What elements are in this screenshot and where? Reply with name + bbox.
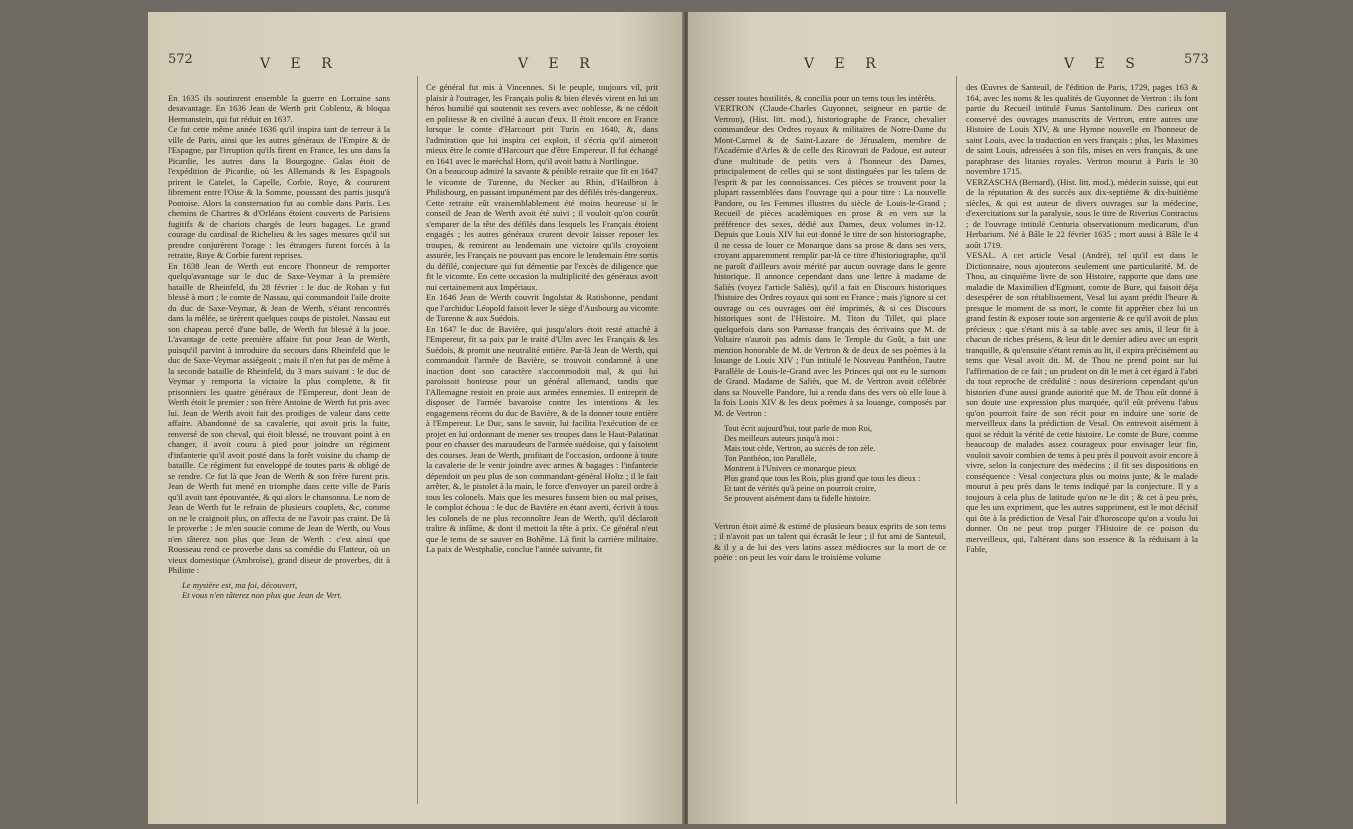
column-rule xyxy=(417,76,418,804)
running-head: V E R xyxy=(804,56,884,72)
text-column xyxy=(168,82,390,611)
page-number-left: 572 xyxy=(168,52,193,67)
running-head: V E S xyxy=(1064,56,1143,72)
column-text: cesser toutes hostilités, & concilia pour un tems tous les intérêts. VERTRON (Claude-Charles Guyonnet, seigneur en partie de Vertron), (Hist. litt. mod.), historiographe de France, chevalier commandeur des Ordres royaux & militaires de Notre-Dame du Mont-Carmel & de Saint-Lazare de Jérusalem, membre de l'Académie d'Arles & de celle des Ricovrati de Padoue, est auteur d'une multitude de petits vers à l'honneur des Dames, principalement de celles qui se sont distinguées par les talens de l'esprit & par les connoissances. Ces pièces se trouvent pour la plupart rassemblées dans l'ouvrage qui a pour titre : La nouvelle Pandore, ou les Femmes illustres du siècle de Louis-le-Grand ; Recueil de pièces académiques en prose & en vers sur la préférence des sexes, dédié aux Dames, deux volumes in-12. Depuis que Louis XIV lui eut donné le titre de son historiographe, il ne cessa de louer ce Monarque dans sa prose & dans ses vers, croyant apparemment remplir par-là ce titre d'historiographe, qu'il ne paroît d'ailleurs avoir mérité par aucun ouvrage dans le genre historique. Il annonce cependant dans une lettre à madame de Saliès (voyez l'article Saliès), qu'il a fait en Discours historiques l'histoire des Ordres royaux qui sont en France ; mais j'ignore si cet ouvrage ou ces ouvrages ont été imprimés, & si ces Discours historiques sont de l'Histoire. M. Titon du Tillet, qui place quelquefois dans son Parnasse français des écrivains que M. de Voltaire n'auroit pas admis dans le Temple du Goût, a fait une mention honorable de M. de Vertron & de deux de ses poèmes à la louange de Louis XIV ; l'un intitulé le Nouveau Panthéon, l'autre Parallèle de Louis-le-Grand avec les Princes qui ont eu le surnom de Grand. Madame de Saliès, que M. de Vertron avoit célébrée dans sa Nouvelle Pandore, lui a rendu dans des vers où elle loue à la fois Louis XIV & les deux poèmes à sa louange, composés par M. de Vertron : xyxy=(714,92,946,418)
right-page xyxy=(688,12,1226,824)
column-rule xyxy=(956,76,957,804)
text-column: Ce général fut mis à Vincennes. Si le peuple, toujours vil, prit plaisir à l'outrager, les Français polis & bien élevés virent en lui un héros humilié qui soutenoit ses revers avec noblesse, & ne cédoit en politesse & en civilité à aucun d'eux. Il étoit encore en France lorsque le comte d'Harcourt prit Turin en 1640, &, dans l'admiration que lui inspira cet exploit, il s'écria qu'il aimeroit mieux être le comte d'Harcourt que d'être Empereur. Il fut échangé en 1641 avec le maréchal Horn, qu'il avoit battu à Nortlingue. On a beaucoup admiré la savante & pénible retraite que fit en 1647 le vicomte de Turenne, du Necker au Rhin, d'Hailbron à Philisbourg, en passant impunément par des défilés très-dangereux. Cette retraite eût vraisemblablement été moins heureuse si le conseil de Jean de Werth avoit été suivi ; il vouloit qu'on courût s'emparer de la tête des défilés dans lesquels les Français étoient engagés ; les autres généraux crurent devoir laisser reposer les troupes, & remirent au lendemain une victoire qu'ils croyoient assurée, les Français ne pouvant pas encore le lendemain être sortis du défilé, conjecture qui fut démentie par l'excès de diligence que fit le vicomte. En cette occasion la multiplicité des généraux avoit nui certainement aux Impériaux. En 1646 Jean de Werth couvrit Ingolstat & Ratisbonne, pendant que l'archiduc Léopold faisoit lever le siège d'Ausbourg au vicomte de Turenne & aux Suédois. En 1647 le duc de Bavière, qui jusqu'alors étoit resté attaché à l'Empereur, fit sa paix par le traité d'Ulm avec les Français & les Suédois, & promit une neutralité entière. Par-là Jean de Werth, qui commandoit l'armée de Bavière, se trouvoit condamné à une inaction dont son caractère s'accommodoit mal, & qui lui paroissoit honteuse pour un général allemand, tandis que l'Allemagne restoit en proie aux armées ennemies. Il entreprit de disposer de l'armée bavaroise contre les intentions & les engagemens récens du duc de Bavière, & de la donner toute entière à l'Empereur. Le Duc, sans le savoir, lui facilita l'exécution de ce projet en lui ordonnant de mener ses troupes dans le Haut-Palatinat pour en chasser des maraudeurs de l'armée suédoise, qui y faisoient des courses. Jean de Werth, profitant de l'occasion, ordonne à toute la cavalerie de le venir joindre avec armes & bagages : l'infanterie dépendoit un peu plus de son commandant-général Holtz ; il le fait arrêter, &, le pistolet à la main, le force d'envoyer un pareil ordre à tous les colonels. Mais que les mesures fussent bien ou mal prises, le complot échoua : le duc de Bavière en étant averti, écrivit à tous les colonels de ne plus reconnoître Jean de Werth, qu'il déclaroit traître & infâme, & dont il mettoit la tête à prix. Ce général n'eut que le tems de se sauver en Bohême. Là finit la carrière militaire. La paix de Westphalie, conclue l'année suivante, fit xyxy=(426,82,658,554)
page-number-right: 573 xyxy=(1184,52,1209,67)
verse-quote: Le mystère est, ma foi, découvert, Et vous n'en tâterez non plus que Jean de Vert. xyxy=(182,579,342,600)
open-book xyxy=(148,12,1226,824)
left-page xyxy=(148,12,684,824)
running-head: V E R xyxy=(518,56,598,72)
running-head: V E R xyxy=(260,56,340,72)
text-column xyxy=(714,82,946,563)
column-text: Vertron étoit aimé & estimé de plusieurs beaux esprits de son tems ; il n'avoit pas un talent qui écrasât le leur ; il fut ami de Santeuil, & il y a de lui des vers latins assez médiocres sur la mort de ce poète : on peut les voir dans le troisième volume xyxy=(714,520,946,562)
column-text: En 1635 ils soutinrent ensemble la guerre en Lorraine sans desavantage. En 1636 Jean de Werth prit Coblentz, & bloqua Hermanstein, qui fut réduit en 1637. Ce fut cette même année 1636 qu'il inspira tant de terreur à la ville de Paris, ainsi que les autres généraux de l'Empire & de l'Espagne, par l'irruption qu'ils firent en France, les uns dans la Picardie, les autres dans la Bourgogne. Galas étoit de l'expédition de Picardie, où les Allemands & les Espagnols prirent le Catelet, la Capelle, Corbie, Roye, & coururent librement entre l'Oise & la Somme, poussant des partis jusqu'à Pontoise. Alors la consternation fut au comble dans Paris. Les chemins de Chartres & d'Orléans étoient couverts de Parisiens fugitifs & de chariots chargés de leurs bagages. Le grand courage du cardinal de Richelieu & les sages mesures qu'il sut prendre conjurèrent l'orage : les étrangers furent forcés à la retraite, Roye & Corbie furent reprises. En 1638 Jean de Werth eut encore l'honneur de remporter quelqu'avantage sur le duc de Saxe-Veymar à la première bataille de Rheinfeld, du 28 février : le duc de Rohan y fut blessé à mort ; le comte de Nassau, qui commandoit l'aile droite du duc de Saxe-Veymar, & Jean de Werth, s'étant rencontrés dans la mêlée, se tirèrent quelques coups de pistolet. Nassau eut son chapeau percé d'une balle, de Werth fut blessé à la joue. L'avantage de cette première affaire fut pour Jean de Werth, puisqu'il parvint à introduire du secours dans Rheinfeld que le duc de Saxe-Veymar assiégeoit ; mais il n'en fut pas de même à la seconde bataille de Rheinfeld, du 3 mars suivant : le duc de Veymar y remporta la victoire la plus complette, & fit prisonniers les quatre généraux de l'Empereur, dont Jean de Werth étoit le premier : son frère Antoine de Werth fut pris avec lui. Jean de Werth avoit fait des prodiges de valeur dans cette affaire. Abandonné de sa cavalerie, qui avoit pris la fuite, renversé de son cheval, qui étoit blessé, ne trouvant point à en changer, il avoit couru à pied pour joindre un régiment d'infanterie qu'il avoit posté dans la forêt voisine du champ de bataille. Ce régiment fut enveloppé de toutes parts & obligé de se rendre. Ce fut là que Jean de Werth & son frère furent pris. Jean de Werth fut mené en triomphe dans cette ville de Paris qu'il avoit tant épouvantée, & qui alors le chansonna. Le nom de Jean de Werth fut le refrain de plusieurs couplets, &c, comme on ne le craignoit plus, on affecta de ne l'avoir pas craint. De là le proverbe : Je m'en soucie comme de Jean de Werth, ou Vous n'en tâterez non plus que Jean de Werth : c'est ainsi que Rousseau rend ce proverbe dans sa comédie du Flatteur, où un vieux domestique (Ambroise), grand diseur de proverbes, dit à Philinte : xyxy=(168,92,390,575)
verse-quote: Tout écrit aujourd'hui, tout parle de mon Roi, Des meilleurs auteurs jusqu'à moi : Mais tout cède, Vertron, au succès de ton zèle. Ton Panthéon, ton Parallèle, Montrent à l'Univers ce monarque pieux Plus grand que tous les Rois, plus grand que tous les dieux : Et tant de vérités qu'à peine on pourroit croire, Se prouvent aisément dans ta fidelle histoire. xyxy=(724,424,921,503)
text-column: des Œuvres de Santeuil, de l'édition de Paris, 1729, pages 163 & 164, avec les noms & les qualités de Guyonnet de Vertron : ils font partie du Recueil intitulé Funus Santolinum. Des curieux ont conservé des ouvrages manuscrits de Vertron, entre autres une Histoire de Louis XIV, & une Hymne nouvelle en l'honneur de saint Louis, avec la traduction en vers français ; plus, les Maximes de saint Louis, adressées à son fils, mises en vers français, & une paraphrase des litanies royales. Vertron mourut à Paris le 30 novembre 1715. VERZASCHA (Bernard), (Hist. litt. mod.), médecin suisse, qui eut de la réputation & des succès aux dix-septième & dix-huitième siècles, & qui est auteur de divers ouvrages sur la médecine, d'exercitations sur la paralysie, sous le titre de Riverius Contractus ; de l'ouvrage intitulé Centuria observationum medicarum, d'un Herbarium. Né à Bâle le 22 février 1635 ; mort aussi à Bâle le 4 août 1719. VESAL. A cet article Vesal (André), tel qu'il est dans le Dictionnaire, nous ajouterons seulement une particularité. M. de Thou, au cinquième livre de son Histoire, rapporte que dans une maladie de Maximilien d'Egmont, comte de Bure, qui faisoit déja desespérer de son rétablissement, Vesal lui ayant prédit l'heure & presque le moment de sa mort, le comte fit apprêter chez lui un grand festin & exposer toute son argenterie & ce qu'il avoit de plus précieux : que s'étant mis à sa table avec ses amis, il leur fit à chacun de riches présens, & leur dit le dernier adieu avec un esprit tranquille, & qu'ensuite s'étant remis au lit, il expira précisément au tems que Vesal avoit dit. M. de Thou ne prend point sur lui l'affirmation de ce fait ; un prudent on dit le met à cet égard à l'abri du tout reproche de crédulité : nous desirerions cependant qu'un historien d'une aussi grande autorité que M. de Thou eût donné à son doute une expression plus marquée, qu'il eût prévenu l'abus qu'on pourroit faire de son récit pour en induire une sorte de merveilleux dans la prédiction de Vesal. On entrevoit aisément à quoi se réduit la vérité de cette histoire. Le comte de Bure, comme beaucoup de malades assez courageux pour envisager leur fin, vouloit savoir combien de tems à peu près il pouvoit avoir encore à vivre, selon la conjecture des médecins ; il fit ses dispositions en conséquence : Vesal conjectura plus ou moins juste, & le malade mourut à peu près dans le tems indiqué par la conjecture. Il y a toujours à cela plus de latitude qu'on ne le dit ; & cet à peu près, que les uns expriment, que les autres suppriment, est le mot décisif qui ôte à la prédiction de Vesal l'air d'horoscope qu'on a voulu lui donner. On ne peut trop purger l'Histoire de ce poison du merveilleux, qui, l'altérant dans son essence & la réduisant à la Fable, xyxy=(966,82,1198,554)
